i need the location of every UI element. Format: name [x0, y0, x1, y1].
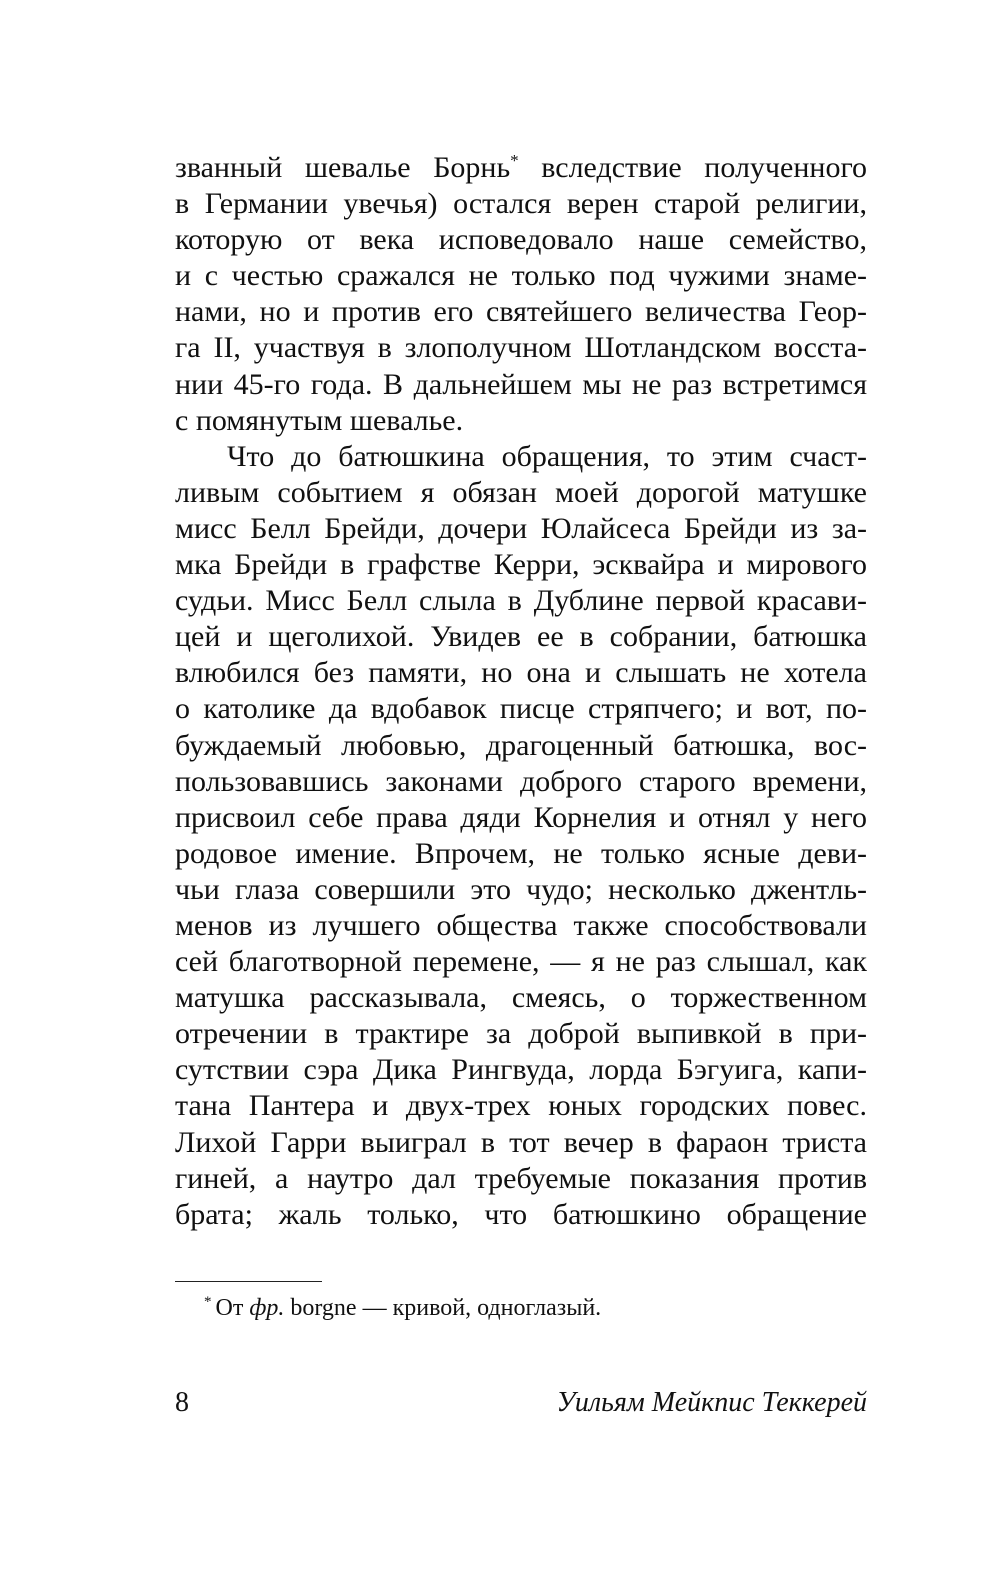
text-line: присвоил себе права дяди Корнелия и отнял у него — [175, 800, 867, 834]
text-line: ливым событием я обязан моей дорогой матушке — [175, 475, 867, 509]
footnote-prefix: От — [215, 1295, 244, 1321]
text-line-start: званный шевалье Борнь — [175, 151, 511, 184]
text-line: чьи глаза совершили это чудо; несколько джентль- — [175, 872, 867, 906]
text-line: мисс Белл Брейди, дочери Юлайсеса Брейди из за- — [175, 511, 867, 545]
footnote-abbrev: фр. — [249, 1295, 285, 1321]
body-text — [175, 150, 867, 1233]
text-line: отречении в трактире за доброй выпивкой в при- — [175, 1017, 867, 1051]
text-line: которую от века исповедовало наше семейство, — [175, 223, 867, 257]
text-line: гиней, а наутро дал требуемые показания против — [175, 1161, 867, 1195]
text-line — [175, 150, 867, 186]
text-line: буждаемый любовью, драгоценный батюшка, вос- — [175, 728, 867, 762]
text-line: брата; жаль только, что батюшкино обращение — [175, 1197, 867, 1231]
text-line: матушка рассказывала, смеясь, о торжественном — [175, 981, 867, 1015]
footnote-reference[interactable]: * — [510, 151, 519, 170]
text-line: нами, но и против его святейшего величества Геор- — [175, 295, 867, 329]
text-line: Что до батюшкина обращения, то этим счаст- — [227, 439, 867, 473]
text-line: нии 45-го года. В дальнейшем мы не раз встретимся — [175, 367, 867, 401]
text-line: сутствии сэра Дика Рингвуда, лорда Бэгуига, капи- — [175, 1053, 867, 1087]
footnote-text: borgne — кривой, одноглазый. — [284, 1295, 602, 1321]
text-line: родовое имение. Впрочем, не только ясные деви- — [175, 836, 867, 870]
text-line: Лихой Гарри выиграл в тот вечер в фараон триста — [175, 1125, 867, 1159]
page-number: 8 — [175, 1387, 189, 1418]
running-title: Уильям Мейкпис Теккерей — [556, 1387, 867, 1418]
text-line-end: вследствие полученного — [518, 151, 868, 184]
text-line: га II, участвуя в злополучном Шотландском восста- — [175, 331, 867, 365]
text-line: о католике да вдобавок писце стряпчего; и вот, по- — [175, 692, 867, 726]
text-line: менов из лучшего общества также способствовали — [175, 908, 867, 942]
text-line: пользовавшись законами доброго старого времени, — [175, 764, 867, 798]
text-line: цей и щеголихой. Увидев ее в собрании, батюшка — [175, 620, 867, 654]
footnote-divider — [175, 1281, 322, 1282]
text-line: мка Брейди в графстве Керри, эсквайра и мирового — [175, 548, 867, 582]
text-line: в Германии увечья) остался верен старой религии, — [175, 187, 867, 221]
text-line: влюбился без памяти, но она и слышать не хотела — [175, 656, 867, 690]
footnote — [204, 1293, 601, 1323]
text-line: судьи. Мисс Белл слыла в Дублине первой красави- — [175, 584, 867, 618]
footnote-marker: * — [204, 1294, 212, 1310]
text-line: тана Пантера и двух-трех юных городских повес. — [175, 1089, 867, 1123]
text-line: сей благотворной перемене, — я не раз слышал, как — [175, 945, 867, 979]
text-line: с помянутым шевалье. — [175, 403, 464, 437]
text-line: и с честью сражался не только под чужими знаме- — [175, 259, 867, 293]
